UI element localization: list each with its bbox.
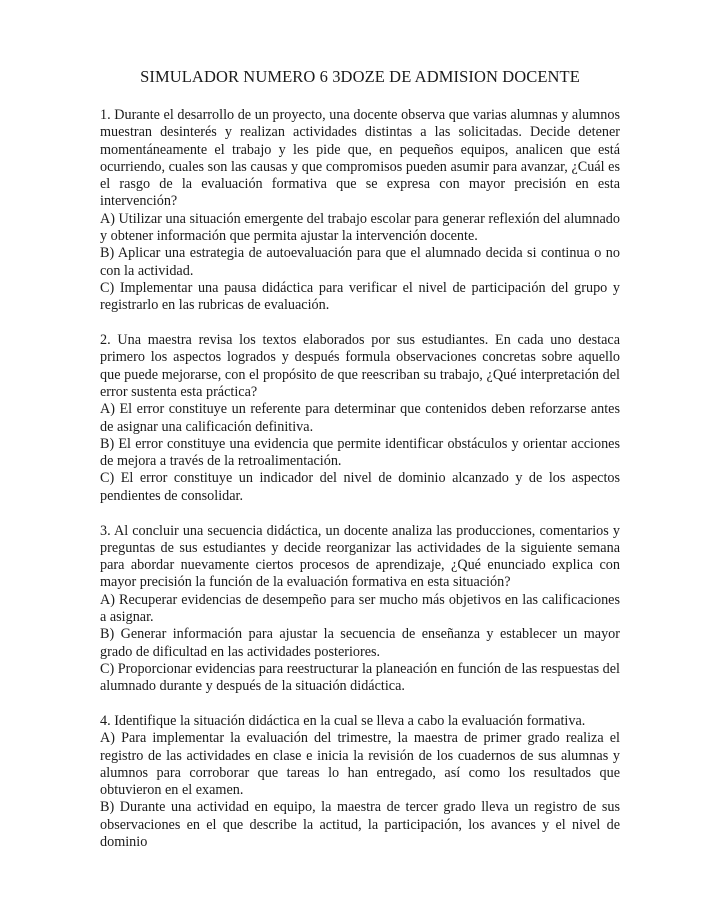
option-b: B) Aplicar una estrategia de autoevaluación para que el alumnado decida si continua o no con la actividad. xyxy=(100,245,620,279)
question-stem: 3. Al concluir una secuencia didáctica, un docente analiza las producciones, comentarios y preguntas de sus estudiantes y decide reorganizar las actividades de la siguiente semana para abordar nuevamente ciertos procesos de aprendizaje, ¿Qué enunciado explica con mayor precisión la función de la evaluación formativa en esta situación? xyxy=(100,522,620,591)
option-c: C) Proporcionar evidencias para reestructurar la planeación en función de las respuestas del alumnado durante y después de la situación didáctica. xyxy=(100,660,620,695)
option-a: A) El error constituye un referente para determinar que contenidos deben reforzarse antes de asignar una calificación definitiva. xyxy=(100,401,620,435)
question-3 xyxy=(100,523,620,696)
option-b: B) Durante una actividad en equipo, la maestra de tercer grado lleva un registro de sus observaciones en el que describe la actitud, la participación, los avances y el nivel de dominio xyxy=(100,799,620,851)
question-4 xyxy=(100,713,620,851)
option-c: C) Implementar una pausa didáctica para verificar el nivel de participación del grupo y registrarlo en las rubricas de evaluación. xyxy=(100,279,620,314)
option-a: A) Para implementar la evaluación del trimestre, la maestra de primer grado realiza el registro de las actividades en clase e inicia la revisión de los cuadernos de sus alumnas y alumnos para corroborar que tareas lo han entregado, así como los resultados que obtuvieron en el examen. xyxy=(100,730,620,799)
question-stem: 1. Durante el desarrollo de un proyecto, una docente observa que varias alumnas y alumnos muestran desinterés y realizan actividades distintas a las solicitadas. Decide detener momentáneamente el trabajo y les pide que, en pequeños equipos, analicen que está ocurriendo, cuales son las causas y que compromisos pueden asumir para avanzar, ¿Cuál es el rasgo de la evaluación formativa que se expresa con mayor precisión en esta intervención? xyxy=(100,107,620,210)
question-stem: 2. Una maestra revisa los textos elaborados por sus estudiantes. En cada uno destaca primero los aspectos logrados y después formula observaciones concretas sobre aquello que puede mejorarse, con el propósito de que reescriban su trabajo, ¿Qué interpretación del error sustenta esta práctica? xyxy=(100,332,620,400)
document-title: SIMULADOR NUMERO 6 3DOZE DE ADMISION DOCENTE xyxy=(140,67,580,86)
option-b: B) Generar información para ajustar la secuencia de enseñanza y establecer un mayor grado de dificultad en las actividades posteriores. xyxy=(100,626,620,660)
option-b: B) El error constituye una evidencia que permite identificar obstáculos y orientar acciones de mejora a través de la retroalimentación. xyxy=(100,435,620,470)
option-c: C) El error constituye un indicador del nivel de dominio alcanzado y de los aspectos pendientes de consolidar. xyxy=(100,470,620,504)
question-stem: 4. Identifique la situación didáctica en la cual se lleva a cabo la evaluación formativa. xyxy=(100,713,586,729)
option-a: A) Recuperar evidencias de desempeño para ser mucho más objetivos en las calificaciones a asignar. xyxy=(100,591,620,626)
question-1 xyxy=(100,107,620,315)
option-a: A) Utilizar una situación emergente del trabajo escolar para generar reflexión del alumnado y obtener información que permita ajustar la intervención docente. xyxy=(100,210,620,245)
question-2 xyxy=(100,332,620,505)
